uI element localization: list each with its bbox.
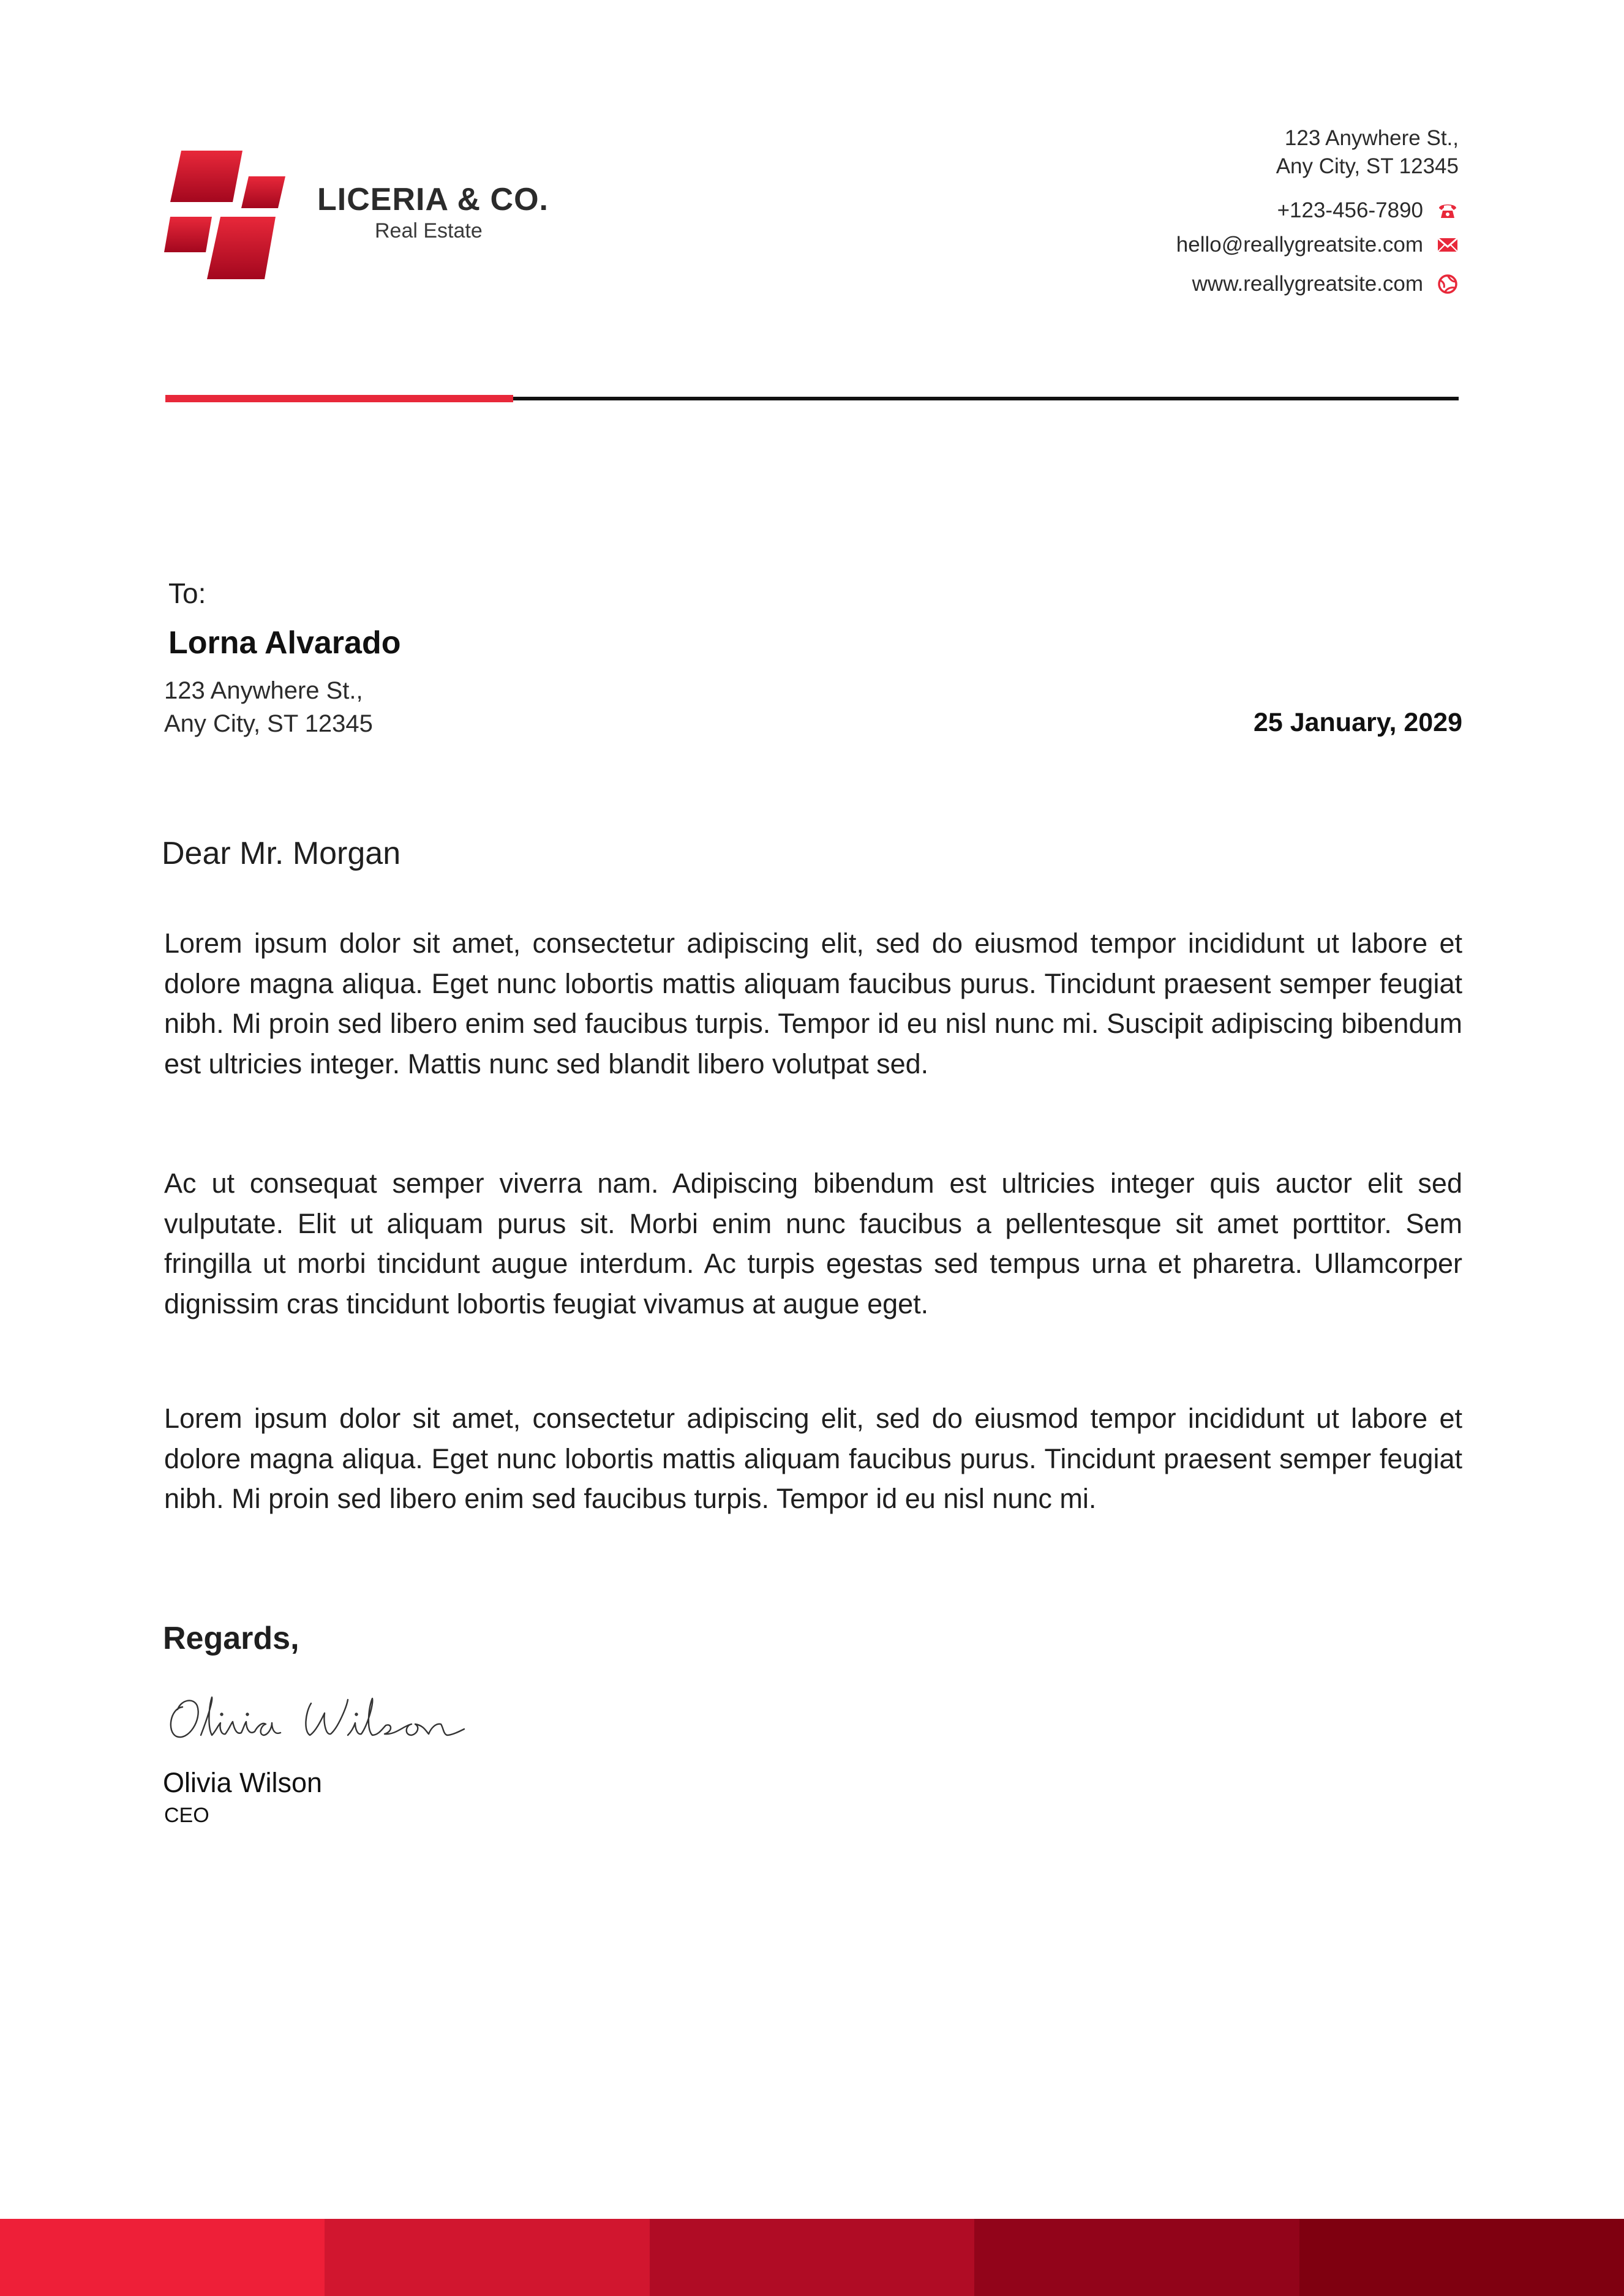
body-paragraph-1: Lorem ipsum dolor sit amet, consectetur adipiscing elit, sed do eiusmod tempor incididunt ut labore et dolore magna aliqua. Eget nunc lobortis mattis aliquam faucibus purus. Tincidunt praesent semper feugiat nibh. Mi proin sed libero enim sed faucibus turpis. Tempor id eu nisl nunc mi. Suscipit adipiscing bibendum est ultricies integer. Mattis nunc sed blandit libero volutpat sed. <box>164 928 1462 1079</box>
website-row <box>1192 272 1459 296</box>
footer-band-1 <box>0 2219 325 2296</box>
closing-regards: Regards, <box>163 1621 299 1656</box>
company-address-line-2: Any City, ST 12345 <box>1276 154 1459 178</box>
recipient-name: Lorna Alvarado <box>168 625 401 661</box>
footer-color-bands <box>0 2219 1624 2296</box>
company-name: LICERIA & CO. <box>317 182 549 217</box>
email-icon <box>1437 234 1459 256</box>
salutation: Dear Mr. Morgan <box>162 836 401 871</box>
signer-title: CEO <box>164 1804 209 1827</box>
recipient-address-line-1: 123 Anywhere St., <box>164 677 363 704</box>
phone-row <box>1277 198 1459 223</box>
letter-date: 25 January, 2029 <box>1253 708 1462 737</box>
phone-icon <box>1437 200 1459 222</box>
globe-icon <box>1437 273 1459 295</box>
to-label: To: <box>168 577 206 609</box>
phone-text: +123-456-7890 <box>1277 198 1423 222</box>
email-row <box>1176 233 1459 257</box>
website-text: www.reallygreatsite.com <box>1192 272 1423 296</box>
body-paragraph-3: Lorem ipsum dolor sit amet, consectetur adipiscing elit, sed do eiusmod tempor incididunt ut labore et dolore magna aliqua. Eget nunc lobortis mattis aliquam faucibus purus. Tincidunt praesent semper feugiat nibh. Mi proin sed libero enim sed faucibus turpis. Tempor id eu nisl nunc mi. <box>164 1403 1462 1514</box>
company-logo-mark <box>164 151 287 279</box>
company-address-line-1: 123 Anywhere St., <box>1284 126 1459 150</box>
recipient-address-line-2: Any City, ST 12345 <box>164 710 373 737</box>
company-tagline: Real Estate <box>375 219 483 242</box>
footer-band-4 <box>974 2219 1299 2296</box>
footer-band-2 <box>325 2219 649 2296</box>
signer-name: Olivia Wilson <box>163 1767 323 1798</box>
header-divider-accent <box>165 395 513 402</box>
body-paragraph-2: Ac ut consequat semper viverra nam. Adipiscing bibendum est ultricies integer quis auctor elit sed vulputate. Elit ut aliquam purus sit. Morbi enim nunc faucibus a pellentesque sit amet porttitor. Sem fringilla ut morbi tincidunt augue interdum. Ac turpis egestas sed tempus urna et pharetra. Ullamcorper dignissim cras tincidunt lobortis feugiat vivamus at augue eget. <box>164 1168 1462 1319</box>
handwritten-signature <box>164 1683 495 1750</box>
email-text: hello@reallygreatsite.com <box>1176 233 1423 257</box>
footer-band-5 <box>1299 2219 1624 2296</box>
footer-band-3 <box>650 2219 974 2296</box>
